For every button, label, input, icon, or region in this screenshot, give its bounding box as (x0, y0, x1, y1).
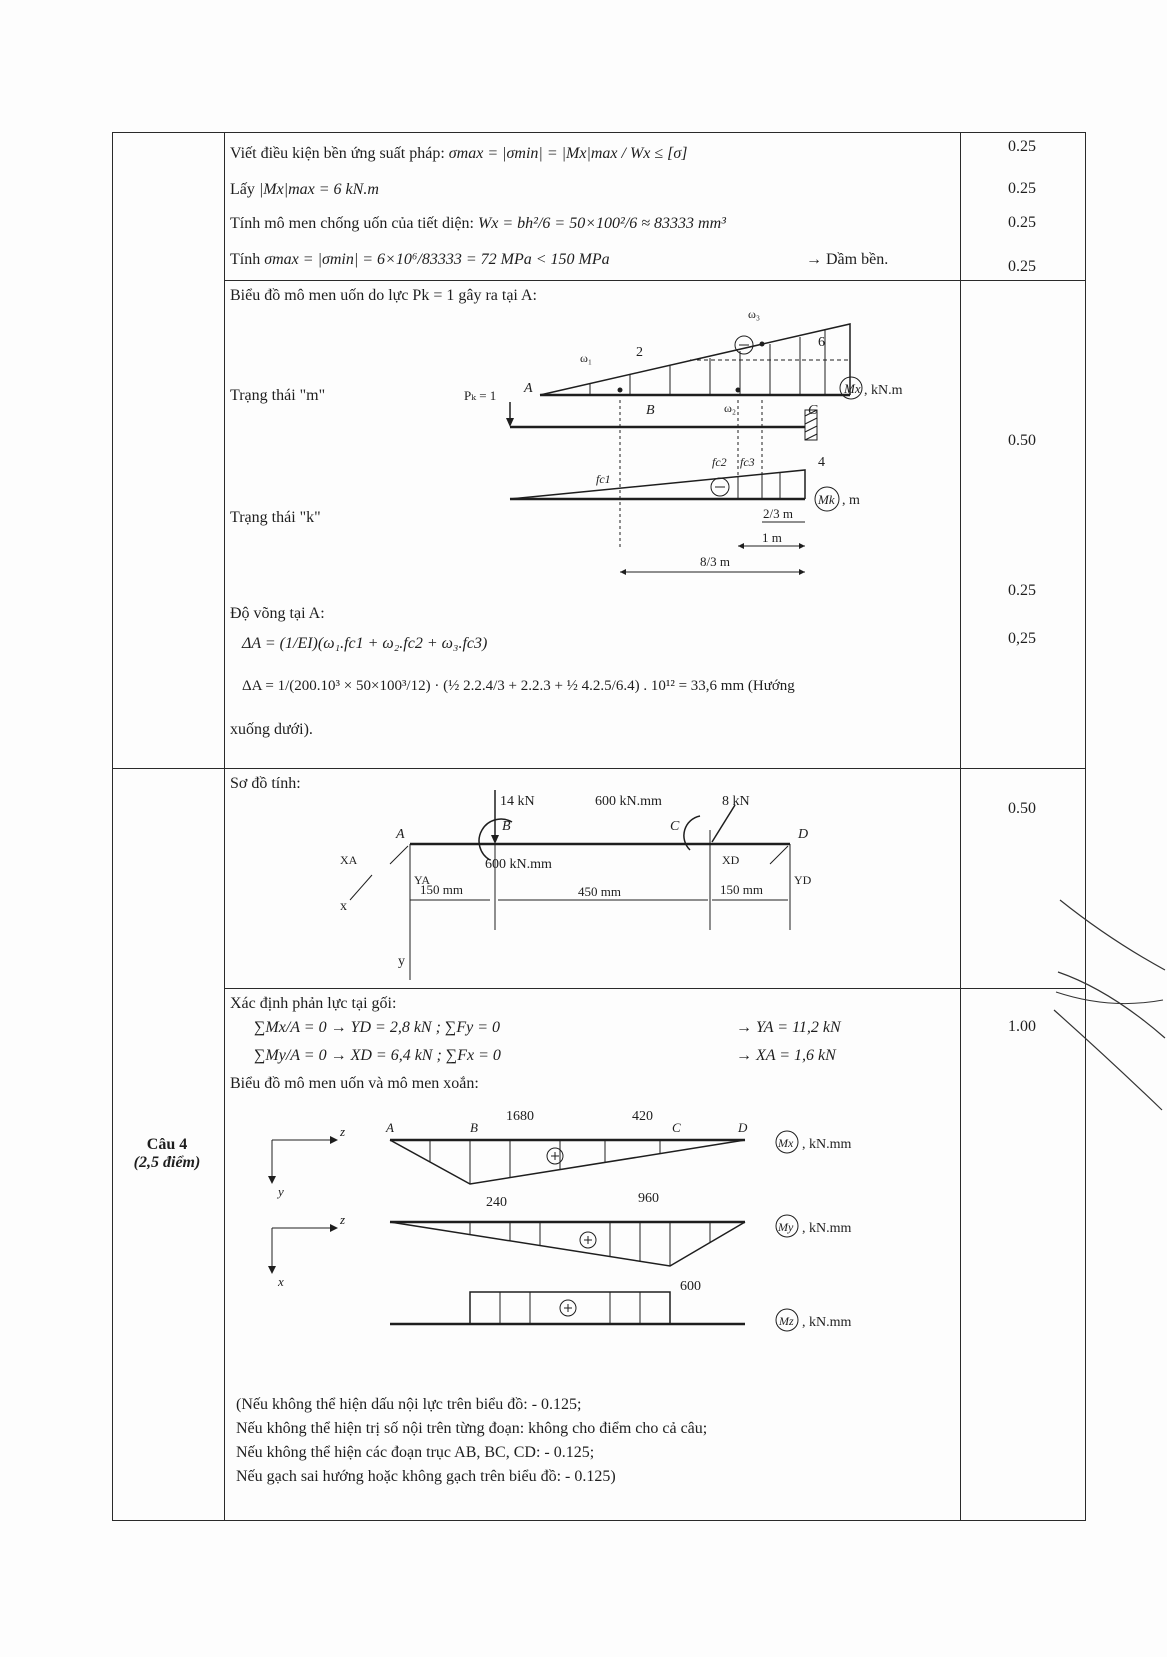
max-stress-text: Tính (230, 251, 261, 268)
load-8kN: 8 kN (722, 794, 750, 809)
axis-x: x (340, 899, 347, 914)
axes-zy (268, 1124, 345, 1199)
load-14kN: 14 kN (500, 794, 535, 809)
row-divider-3 (224, 988, 1086, 989)
dim-1m: 1 m (762, 530, 782, 545)
eq1-right: → YA = 11,2 kN (736, 1019, 841, 1036)
grading-note-4: Nếu gạch sai hướng hoặc không gạch trên biểu đồ: - 0.125) (236, 1468, 616, 1485)
reaction-XA: XA (340, 853, 358, 867)
take-moment-line (230, 180, 379, 200)
omega3-label: ω₃ (748, 307, 761, 321)
mx-label-C: C (672, 1120, 681, 1135)
stress-condition-text: Viết điều kiện bền ứng suất pháp: (230, 145, 445, 162)
section-modulus-text: Tính mô men chống uốn của tiết diện: (230, 215, 474, 232)
fc2-label: fc2 (712, 455, 727, 469)
state-m-label-B: B (646, 403, 655, 418)
unit-load-label: Pₖ = 1 (464, 388, 497, 403)
axis-x-2: x (278, 1274, 284, 1289)
deflection-direction: xuống dưới). (230, 721, 313, 738)
label-B: B (502, 819, 511, 834)
table-bottom-border (112, 1520, 1086, 1521)
state-m-moment-diagram (523, 307, 903, 418)
score-7: 0,25 (1008, 630, 1036, 647)
state-k-value-4: 4 (818, 455, 825, 470)
state-m-label-C: C (808, 403, 818, 418)
dim-8-3m: 8/3 m (700, 554, 730, 569)
score-8: 0.50 (1008, 800, 1036, 817)
section-modulus-formula: Wx = bh²/6 = 50×100²/6 ≈ 83333 mm³ (477, 215, 726, 232)
axes-zx (268, 1212, 345, 1289)
axis-y: y (398, 954, 405, 969)
my-unit: , kN.mm (802, 1221, 852, 1236)
score-1: 0.25 (1008, 138, 1036, 155)
grading-note-1: (Nếu không thể hiện dấu nội lực trên biểu đồ: - 0.125; (236, 1396, 582, 1413)
fc1-label: fc1 (596, 472, 611, 486)
grading-note-3: Nếu không thể hiện các đoạn trục AB, BC, CD: - 0.125; (236, 1444, 595, 1461)
mx-value-420: 420 (632, 1109, 653, 1124)
my-symbol: My (778, 1220, 794, 1234)
calc-scheme-diagram (340, 780, 820, 980)
label-A: A (396, 827, 405, 842)
score-4: 0.25 (1008, 258, 1036, 275)
state-m-value-2: 2 (636, 345, 643, 360)
table-top-border (112, 132, 1086, 133)
state-m-label: Trạng thái "m" (230, 387, 326, 404)
score-2: 0.25 (1008, 180, 1036, 197)
mx-label-D: D (738, 1120, 748, 1135)
moment-600-C: 600 kN.mm (595, 794, 662, 809)
take-moment-text: Lấy (230, 181, 255, 198)
state-k-moment-diagram (510, 455, 860, 511)
stress-condition-line (230, 144, 688, 164)
deflection-calc: ΔA = 1/(200.10³ × 50×100³/12) · (½ 2.2.4/3 + 2.2.3 + ½ 4.2.5/6.4) . 10¹² = 33,6 mm (Hướng (242, 678, 795, 694)
row-divider-2 (112, 768, 1086, 769)
mx-label-B: B (470, 1120, 478, 1135)
moment-600-B: 600 kN.mm (485, 857, 552, 872)
table-col-divider-1 (224, 132, 225, 1520)
fc3-label: fc3 (740, 455, 755, 469)
deflection-heading: Độ võng tại A: (230, 605, 325, 622)
omega2-label: ω₂ (724, 401, 737, 415)
axis-z-2: z (340, 1212, 346, 1227)
dim-450mm: 450 mm (578, 884, 621, 899)
unit-load-diagrams (464, 300, 960, 620)
mz-unit: , kN.mm (802, 1315, 852, 1330)
handwritten-pen-marks (1050, 860, 1167, 1120)
dimension-lines (620, 506, 805, 575)
table-right-border (1085, 132, 1086, 1520)
reactions-heading: Xác định phản lực tại gối: (230, 995, 397, 1012)
score-9: 1.00 (1008, 1018, 1036, 1035)
table-col-divider-2 (960, 132, 961, 1520)
stress-condition-formula: σmax = |σmin| = |Mx|max / Wx ≤ [σ] (448, 145, 688, 162)
max-stress-formula: σmax = |σmin| = 6×10⁶/83333 = 72 MPa < 150 MPa (264, 251, 610, 268)
eq2-right: → XA = 1,6 kN (736, 1047, 836, 1064)
state-k-moment-symbol: Mk (818, 492, 835, 507)
eq2-left: ∑My/A = 0 → XD = 6,4 kN ; ∑Fx = 0 (254, 1047, 501, 1064)
reaction-XD: XD (722, 853, 740, 867)
mx-value-1680: 1680 (506, 1109, 534, 1124)
mx-label-A: A (386, 1120, 394, 1135)
mx-symbol: Mx (778, 1136, 794, 1150)
dim-2-3m: 2/3 m (763, 506, 793, 521)
label-D: D (798, 827, 809, 842)
row-divider-1 (224, 280, 1086, 281)
beam-safe-conclusion: → Dầm bền. (806, 251, 889, 268)
mz-symbol: Mz (779, 1314, 794, 1328)
reaction-YA: YA (414, 873, 431, 887)
mz-diagram (390, 1279, 852, 1331)
state-m-unit: , kN.m (864, 383, 903, 398)
question-label (112, 1136, 222, 1172)
internal-force-diagrams (260, 1100, 940, 1360)
score-3: 0.25 (1008, 214, 1036, 231)
bending-torsion-heading: Biểu đồ mô men uốn và mô men xoắn: (230, 1075, 479, 1092)
table-left-border (112, 132, 113, 1520)
my-diagram (390, 1191, 852, 1266)
axis-z-1: z (340, 1124, 346, 1139)
moment-diagram-heading: Biểu đồ mô men uốn do lực Pk = 1 gây ra tại A: (230, 287, 537, 304)
reaction-YD: YD (794, 873, 812, 887)
eq1-left: ∑Mx/A = 0 → YD = 2,8 kN ; ∑Fy = 0 (254, 1019, 500, 1036)
question-points: (2,5 điểm) (133, 1154, 201, 1171)
axis-y-1: y (278, 1184, 284, 1199)
omega1-label: ω₁ (580, 351, 593, 365)
cantilever-beam (464, 388, 817, 550)
label-C: C (670, 819, 680, 834)
section-modulus-line (230, 214, 726, 234)
calc-scheme-heading: Sơ đồ tính: (230, 775, 301, 792)
take-moment-formula: |Mx|max = 6 kN.m (258, 181, 379, 198)
my-value-240: 240 (486, 1195, 507, 1210)
question-number: Câu 4 (146, 1136, 188, 1153)
max-stress-line (230, 250, 610, 270)
mx-unit: , kN.mm (802, 1137, 852, 1152)
grading-note-2: Nếu không thể hiện trị số nội trên từng đoạn: không cho điểm cho cả câu; (236, 1420, 708, 1437)
score-6: 0.25 (1008, 582, 1036, 599)
dim-150mm-2: 150 mm (720, 882, 763, 897)
mz-value-600: 600 (680, 1279, 701, 1294)
dim-150mm-1: 150 mm (420, 882, 463, 897)
state-k-unit: , m (842, 493, 860, 508)
score-5: 0.50 (1008, 432, 1036, 449)
my-value-960: 960 (638, 1191, 659, 1206)
mx-diagram (385, 1109, 852, 1184)
state-m-moment-symbol: Mx (844, 381, 861, 396)
state-m-label-A: A (524, 381, 533, 396)
deflection-formula: ΔA = (1/EI)(ω₁.fc1 + ω₂.fc2 + ω₃.fc3) (242, 635, 488, 652)
state-m-value-6: 6 (818, 335, 825, 350)
state-k-label: Trạng thái "k" (230, 509, 321, 526)
